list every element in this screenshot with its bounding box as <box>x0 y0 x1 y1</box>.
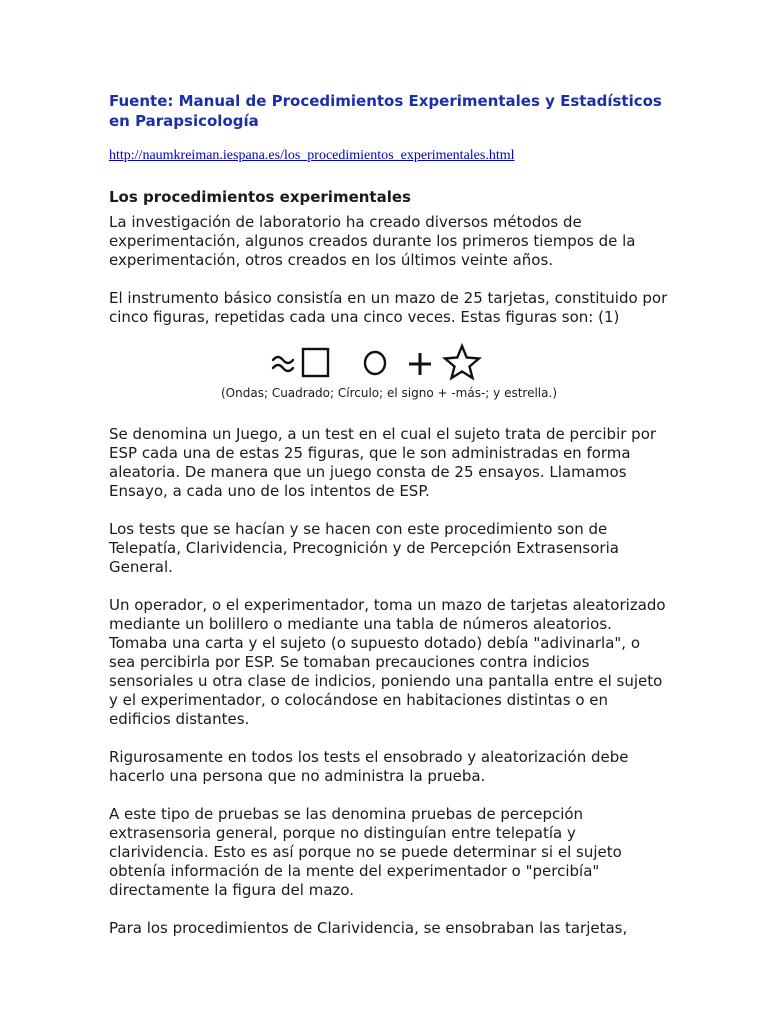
section-heading: Los procedimientos experimentales <box>109 188 411 206</box>
paragraph-game: Se denomina un Juego, a un test en el cual el sujeto trata de percibir por ESP cada una de estas 25 figuras, que le son administradas en forma aleatoria. De manera que un juego consta de 25 ensayos. Llamamos Ensayo, a cada uno de los intentos de ESP. <box>109 425 657 500</box>
circle-icon <box>365 352 385 374</box>
paragraph-general-esp: A este tipo de pruebas se las denomina pruebas de percepción extrasensoria general, porque no distinguían entre telepatía y clarividencia. Esto es así porque no se puede determinar si el sujeto obtenía información de la mente del experimentador o "percibía" directamente la figura del mazo. <box>109 805 622 899</box>
paragraph-intro: La investigación de laboratorio ha creado diversos métodos de experimentación, algunos creados durante los primeros tiempos de la experimentación, otros creados en los últimos veinte años. <box>109 213 636 269</box>
source-link[interactable]: http://naumkreiman.iespana.es/los_procedimientos_experimentales.html <box>109 148 515 163</box>
symbols-caption: (Ondas; Cuadrado; Círculo; el signo + -más-; y estrella.) <box>221 386 557 400</box>
waves-icon <box>273 357 293 371</box>
square-icon <box>303 349 328 376</box>
paragraph-tests: Los tests que se hacían y se hacen con este procedimiento son de Telepatía, Clarividencia, Precognición y de Percepción Extrasensoria General. <box>109 520 619 576</box>
zener-symbols <box>269 337 509 383</box>
paragraph-clairvoyance: Para los procedimientos de Clarividencia, se ensobraban las tarjetas, <box>109 919 628 937</box>
source-title: Fuente: Manual de Procedimientos Experimentales y Estadísticos en Parapsicología <box>109 92 662 130</box>
paragraph-operator: Un operador, o el experimentador, toma un mazo de tarjetas aleatorizado mediante un bolillero o mediante una tabla de números aleatorios. Tomaba una carta y el sujeto (o supuesto dotado) debía "adivinarla", o sea percibirla por ESP. Se tomaban precauciones contra indicios sensoriales u otra clase de indicios, poniendo una pantalla entre el sujeto y el experimentador, o colocándose en habitaciones distintas o en edificios distantes. <box>109 596 666 728</box>
document-page <box>109 91 669 938</box>
paragraph-deck: El instrumento básico consistía en un mazo de 25 tarjetas, constituido por cinco figuras, repetidas cada una cinco veces. Estas figuras son: (1) <box>109 289 668 326</box>
plus-icon <box>409 353 431 375</box>
star-icon <box>445 346 479 378</box>
paragraph-rigor: Rigurosamente en todos los tests el ensobrado y aleatorización debe hacerlo una persona que no administra la prueba. <box>109 748 629 785</box>
